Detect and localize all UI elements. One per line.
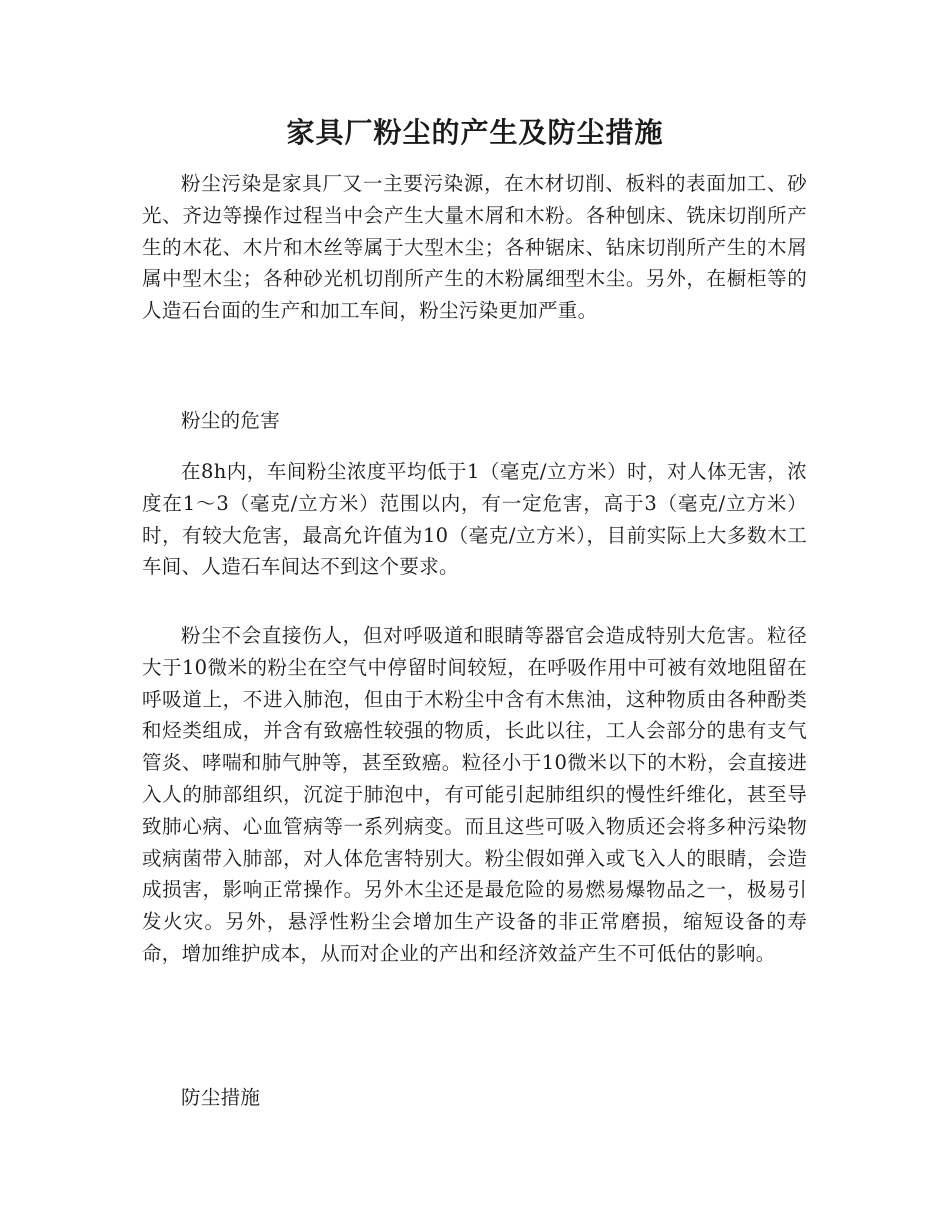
section-heading-dust-prevention: 防尘措施 [181, 1086, 261, 1109]
paragraph-health-effects: 粉尘不会直接伤人，但对呼吸道和眼睛等器官会造成特别大危害。粒径大于10微米的粉尘在空气中停留时间较短，在呼吸作用中可被有效地阻留在呼吸道上，不进入肺泡，但由于木粉尘中含有木焦油，这种物质由各种酚类和烃类组成，并含有致癌性较强的物质，长此以往，工人会部分的患有支气管炎、哮喘和肺气肿等，甚至致癌。粒径小于10微米以下的木粉，会直接进入人的肺部组织，沉淀于肺泡中，有可能引起肺组织的慢性纤维化，甚至导致肺心病、心血管病等一系列病变。而且这些可吸入物质还会将多种污染物或病菌带入肺部，对人体危害特别大。粉尘假如弹入或飞入人的眼睛，会造成损害，影响正常操作。另外木尘还是最危险的易燃易爆物品之一，极易引发火灾。另外，悬浮性粉尘会增加生产设备的非正常磨损，缩短设备的寿命，增加维护成本，从而对企业的产出和经济效益产生不可低估的影响。 [142, 624, 807, 965]
document-title: 家具厂粉尘的产生及防尘措施 [286, 116, 664, 149]
section-heading-dust-hazards: 粉尘的危害 [181, 409, 281, 432]
paragraph-intro: 粉尘污染是家具厂又一主要污染源，在木材切削、板料的表面加工、砂光、齐边等操作过程当中会产生大量木屑和木粉。各种刨床、铣床切削所产生的木花、木片和木丝等属于大型木尘；各种锯床、钻床切削所产生的木屑属中型木尘；各种砂光机切削所产生的木粉属细型木尘。另外，在橱柜等的人造石台面的生产和加工车间，粉尘污染更加严重。 [142, 172, 807, 323]
paragraph-concentration: 在8h内，车间粉尘浓度平均低于1（毫克/立方米）时，对人体无害，浓度在1～3（毫克/立方米）范围以内，有一定危害，高于3（毫克/立方米）时，有较大危害，最高允许值为10（毫克/立方米），目前实际上大多数木工车间、人造石车间达不到这个要求。 [142, 460, 807, 579]
